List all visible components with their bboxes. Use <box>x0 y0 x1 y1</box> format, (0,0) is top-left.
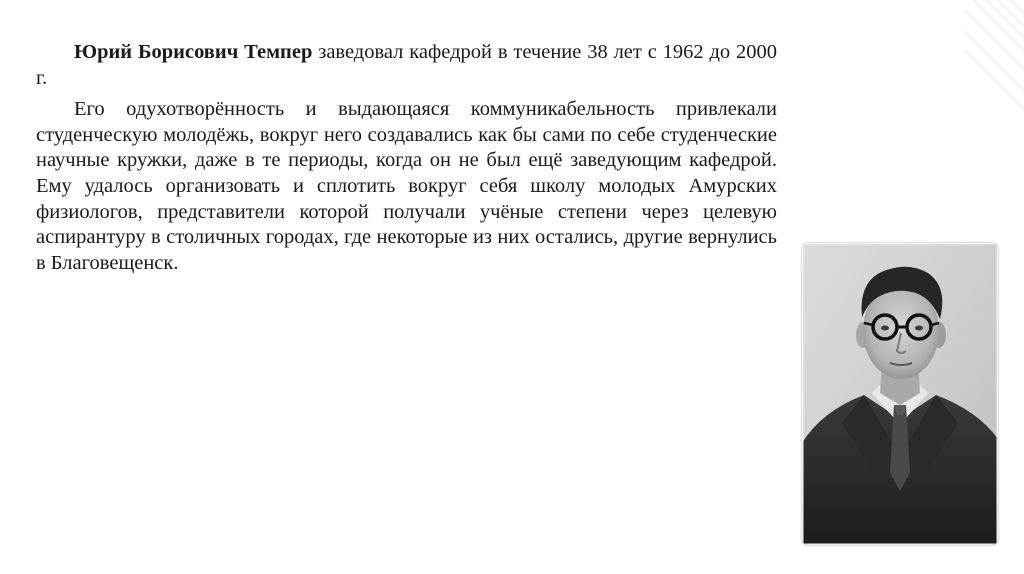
intro-rest: заведовал кафедрой в течение 38 лет с 1962 до 2000 г. <box>36 41 778 89</box>
portrait-photo <box>802 243 998 545</box>
person-name: Юрий Борисович Темпер <box>74 41 313 63</box>
main-text <box>36 40 777 282</box>
description-paragraph: Его одухотворённость и выдающаяся коммуникабельность привлекали студенческую молодёжь, вокруг него создавались как бы сами по себе студенческие научные кружки, даже в те периоды, когда он не был ещё заведующим кафедрой. Ему удалось организовать и сплотить вокруг себя школу молодых Амурских физиологов, представители которой получали учёные степени через целевую аспирантуру в столичных городах, где некоторые из них остались, другие вернулись в Благовещенск. <box>36 98 777 274</box>
intro-paragraph <box>36 40 777 91</box>
corner-decoration <box>964 0 1024 120</box>
